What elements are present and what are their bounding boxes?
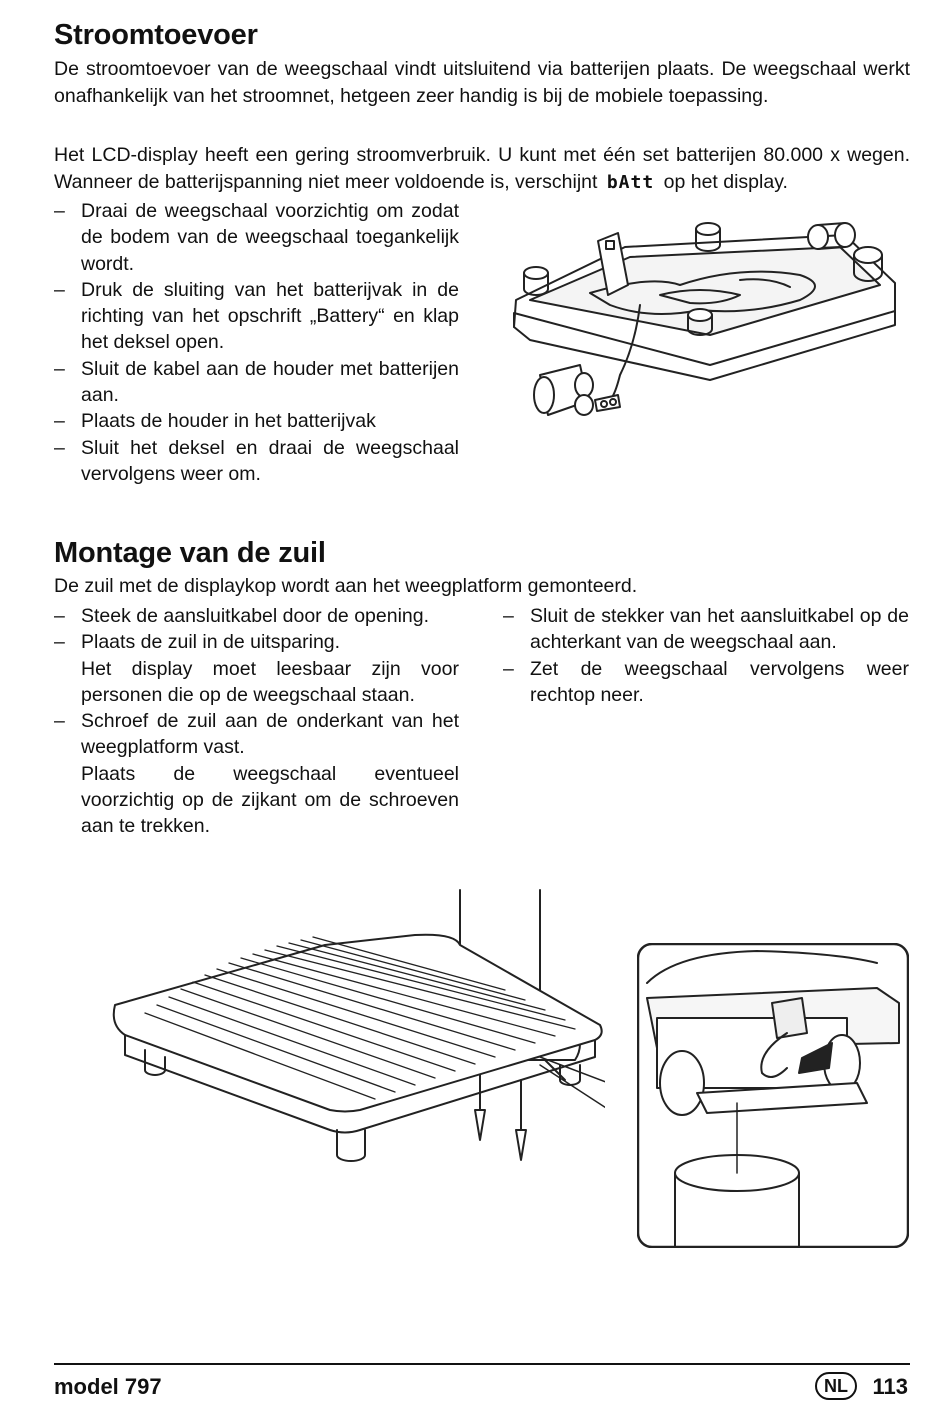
column-steps-right (503, 603, 909, 708)
power-paragraph-2-text: Het LCD-display heeft een gering stroomverbruik. U kunt met één set batterijen 80.000 x wegen. Wanneer de batterijspanning niet meer voldoende is, verschijnt (54, 144, 910, 193)
list-item: – Sluit de kabel aan de houder met batterijen aan. (54, 357, 459, 407)
list-item: – Zet de weegschaal vervolgens weer rechtop neer. (503, 657, 909, 706)
power-paragraph-2 (54, 142, 910, 196)
list-item: – Steek de aansluitkabel door de opening. (54, 605, 430, 627)
language-badge: NL (815, 1372, 857, 1400)
power-paragraph-2-end: op het display. (663, 170, 788, 193)
list-item: – Druk de sluiting van het batterijvak in de richting van het opschrift „Battery“ en klap het deksel open. (54, 278, 459, 354)
column-intro: De zuil met de displaykop wordt aan het weegplatform gemonteerd. (54, 575, 638, 597)
battery-compartment-illustration (500, 205, 910, 430)
list-item: – Plaats de houder in het batterijvak (54, 410, 376, 433)
column-steps-left (54, 603, 459, 840)
display-batt-indicator: bAtt (606, 171, 655, 193)
footer-rule (54, 1363, 910, 1365)
power-paragraph-1: De stroomtoevoer van de weegschaal vindt uitsluitend via batterijen plaats. De weegschaal werkt onafhankelijk van het stroomnet, hetgeen zeer handig is bij de mobiele toepassing. (54, 58, 910, 107)
list-item: – Schroef de zuil aan de onderkant van het weegplatform vast. Plaats de weegschaal eventueel voorzichtig op de zijkant om de schroeven aan te trekken. (54, 710, 459, 838)
section-title-power: Stroomtoevoer (54, 19, 258, 51)
connector-detail-inset (637, 943, 909, 1248)
list-item: – Sluit het deksel en draai de weegschaal vervolgens weer om. (54, 436, 459, 485)
column-mounting-illustration (105, 885, 605, 1245)
list-item: – Sluit de stekker van het aansluitkabel op de achterkant van de weegschaal aan. (503, 605, 909, 654)
footer-model: model 797 (54, 1374, 162, 1399)
list-item: – Draai de weegschaal voorzichtig om zodat de bodem van de weegschaal toegankelijk wordt. (54, 200, 459, 275)
page-number: 113 (872, 1374, 908, 1399)
list-item: – Plaats de zuil in de uitsparing. Het display moet leesbaar zijn voor personen die op de weegschaal staan. (54, 631, 459, 706)
battery-steps-list (54, 198, 459, 487)
section-title-column: Montage van de zuil (54, 537, 326, 569)
